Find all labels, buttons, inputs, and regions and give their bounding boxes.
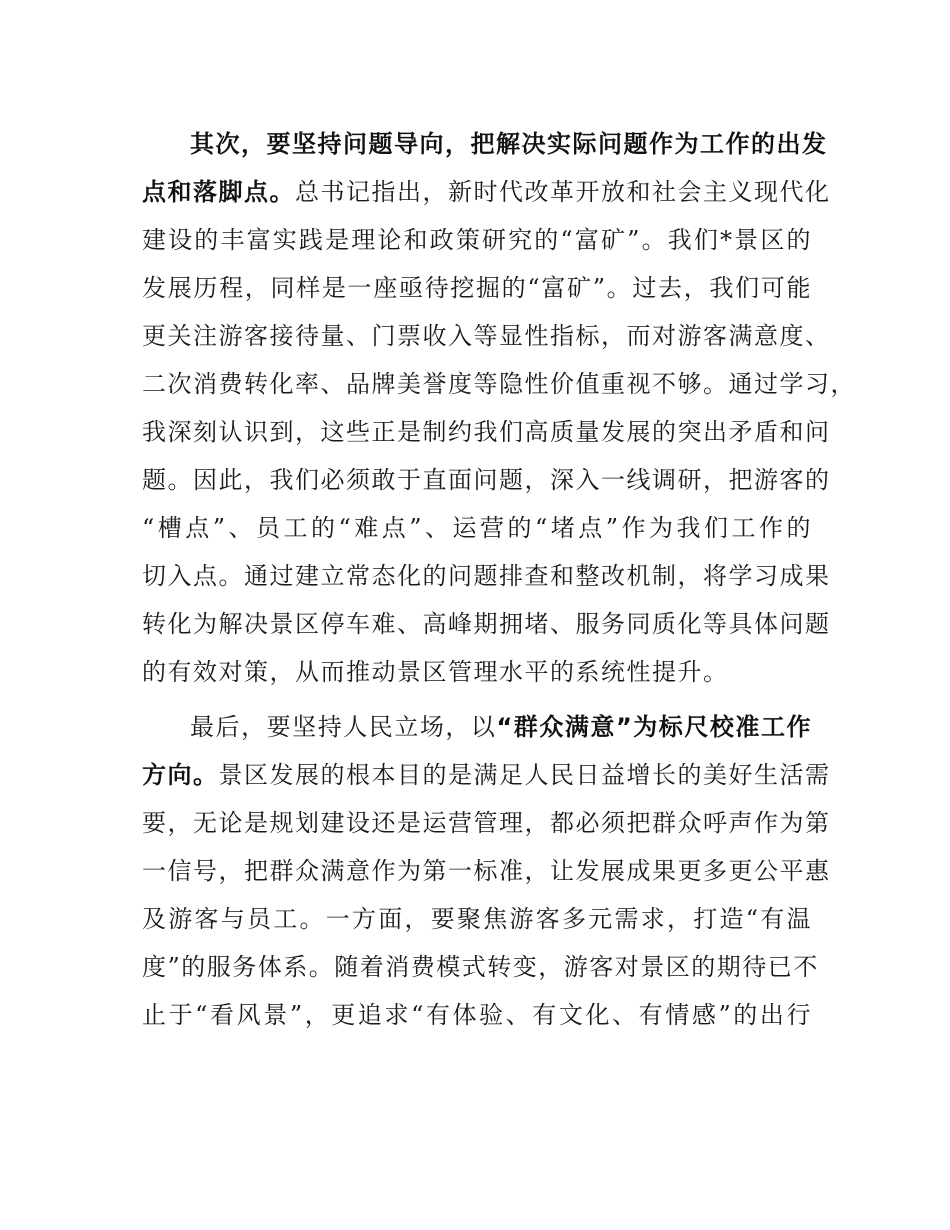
paragraph1-line-8-text: 题。因此，我们必须敢于直面问题，深入一线调研，把游客的	[142, 466, 831, 494]
paragraph1-line-9-text: “槽点”、员工的“难点”、运营的“堵点”作为我们工作的	[142, 514, 812, 542]
paragraph1-line-7-text: 我深刻认识到，这些正是制约我们高质量发展的突出矛盾和问	[142, 418, 831, 446]
paragraph2-line-2	[142, 755, 831, 795]
paragraph1-line-1-bold: 其次，要坚持问题导向，把解决实际问题作为工作的出发	[190, 130, 828, 158]
paragraph1-line-3-text: 建设的丰富实践是理论和政策研究的“富矿”。我们*景区的	[142, 226, 812, 254]
paragraph2-line-6	[142, 947, 819, 987]
paragraph2-line-7-text: 止于“看风景”，更追求“有体验、有文化、有情感”的出行	[142, 1001, 812, 1029]
paragraph1-line-10-text: 切入点。通过建立常态化的问题排查和整改机制，将学习成果	[142, 562, 831, 590]
paragraph1-line-2-bold: 点和落脚点。	[142, 178, 295, 206]
paragraph1-line-4-text: 发展历程，同样是一座亟待挖掘的“富矿”。过去，我们可能	[142, 274, 812, 302]
paragraph1-line-4	[142, 268, 812, 308]
paragraph2-line-7	[142, 995, 812, 1035]
paragraph1-line-2	[142, 172, 831, 212]
paragraph2-line-2-bold: 方向。	[142, 761, 219, 789]
paragraph2-line-5-text: 及游客与员工。一方面，要聚焦游客多元需求，打造“有温	[142, 905, 812, 933]
paragraph2-line-3-text: 要，无论是规划建设还是运营管理，都必须把群众呼声作为第	[142, 809, 831, 837]
paragraph1-line-3	[142, 220, 812, 260]
paragraph1-line-9	[142, 508, 812, 548]
paragraph1-line-11	[142, 604, 831, 644]
paragraph1-line-12	[142, 652, 812, 692]
paragraph1-line-6-text: 二次消费转化率、品牌美誉度等隐性价值重视不够。通过学习，	[142, 370, 856, 398]
paragraph2-line-4-text: 一信号，把群众满意作为第一标准，让发展成果更多更公平惠	[142, 857, 831, 885]
paragraph2-line-5	[142, 899, 812, 939]
paragraph1-line-7	[142, 412, 831, 452]
paragraph1-line-5	[142, 316, 831, 356]
paragraph2-line-6-text: 度”的服务体系。随着消费模式转变，游客对景区的期待已不	[142, 953, 819, 981]
paragraph2-line-4	[142, 851, 831, 891]
paragraph2-line-1-bold: “群众满意”为标尺校准工作	[496, 713, 813, 741]
paragraph1-line-11-text: 转化为解决景区停车难、高峰期拥堵、服务同质化等具体问题	[142, 610, 831, 638]
paragraph2-line-3	[142, 803, 831, 843]
paragraph1-line-12-text: 的有效对策，从而推动景区管理水平的系统性提升。	[142, 658, 729, 686]
paragraph1-line-1	[190, 124, 828, 164]
paragraph1-line-6	[142, 364, 856, 404]
paragraph2-line-2-text: 景区发展的根本目的是满足人民日益增长的美好生活需	[218, 761, 831, 789]
paragraph1-line-5-text: 更关注游客接待量、门票收入等显性指标，而对游客满意度、	[142, 322, 831, 350]
paragraph2-line-1	[190, 707, 812, 747]
paragraph1-line-8	[142, 460, 831, 500]
paragraph2-line-1-text: 最后，要坚持人民立场，以	[190, 713, 497, 741]
paragraph1-line-2-text: 总书记指出，新时代改革开放和社会主义现代化	[295, 178, 831, 206]
paragraph1-line-10	[142, 556, 831, 596]
